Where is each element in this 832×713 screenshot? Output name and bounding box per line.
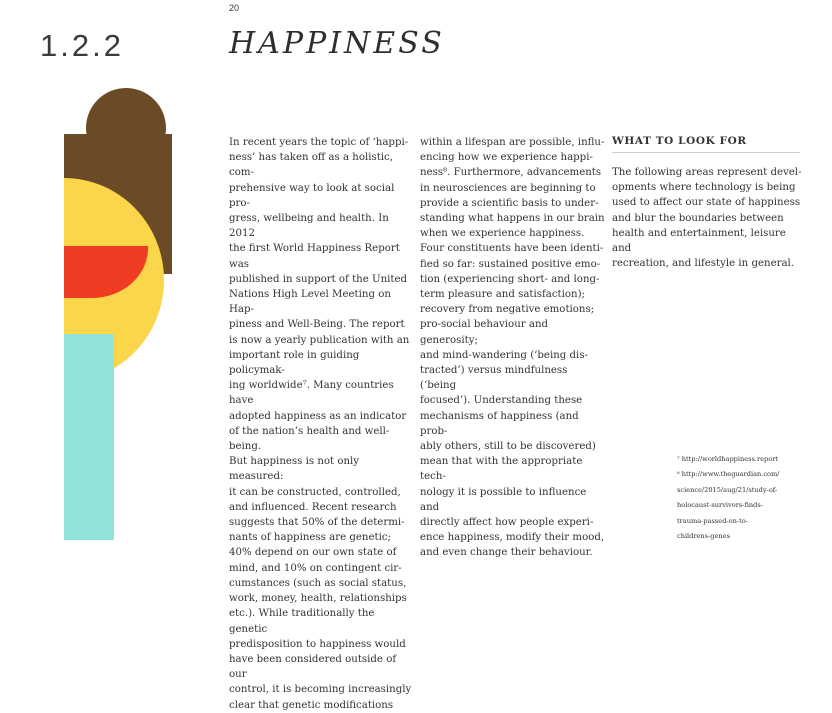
sidebar-heading: WHAT TO LOOK FOR: [612, 135, 800, 153]
happiness-illustration: [36, 86, 172, 540]
body-column-1: In recent years the topic of ‘happi- ness’ has taken off as a holistic, com- prehensive way to look at social pro- gress, wellbeing and health. In 2012 the first World Happiness Report was published in support of the United Nations High Level Meeting on Hap- piness and Well-Being. The report is now a yearly publication with an important role in guiding policymak- ing worldwide⁷. Many countries have adopted happiness as an indicator of the nation’s health and well-being. But happiness is not only measured: it can be constructed, controlled, and influenced. Recent research suggests that 50% of the determi- nants of happiness are genetic; 40% depend on our own state of mind, and 10% on contingent cir- cumstances (such as social status, work, money, health, relationships etc.). While traditionally the genetic predisposition to happiness would have been considered outside of our control, it is becoming increasingly clear that genetic modifications: [229, 137, 412, 711]
body-column-2: within a lifespan are possible, influ- encing how we experience happi- ness⁸. Furthermore, advancements in neurosciences are beginning to provide a scientific basis to under- standing what happens in our brain when we experience happiness. Four constituents have been identi- fied so far: sustained positive emo- tion (experiencing short- and long- term pleasure and satisfaction); recovery from negative emotions; pro-social behaviour and generosity; and mind-wandering (‘being dis- tracted’) versus mindfulness (‘being focused’). Understanding these mechanisms of happiness (and prob- ably others, still to be discovered) mean that with the appropriate tech- nology it is possible to influence and directly affect how people experi- ence happiness, modify their mood, and even change their behaviour.: [420, 137, 605, 559]
sidebar-text: The following areas represent devel- opments where technology is being used to affect our state of happiness and blur the boundaries between health and entertainment, leisure and recreation, and lifestyle in general.: [612, 167, 802, 270]
section-number: 1.2.2: [40, 28, 124, 63]
page-title: HAPPINESS: [229, 26, 445, 61]
illustration-body-block: [64, 334, 114, 540]
page-number: 20: [229, 3, 240, 13]
footnotes: ⁷ http://worldhappiness.report ⁸ http://www.theguardian.com/ science/2015/aug/21/study-of- holocaust-survivors-finds- trauma-passed-on-to- childrens-genes: [677, 455, 780, 541]
